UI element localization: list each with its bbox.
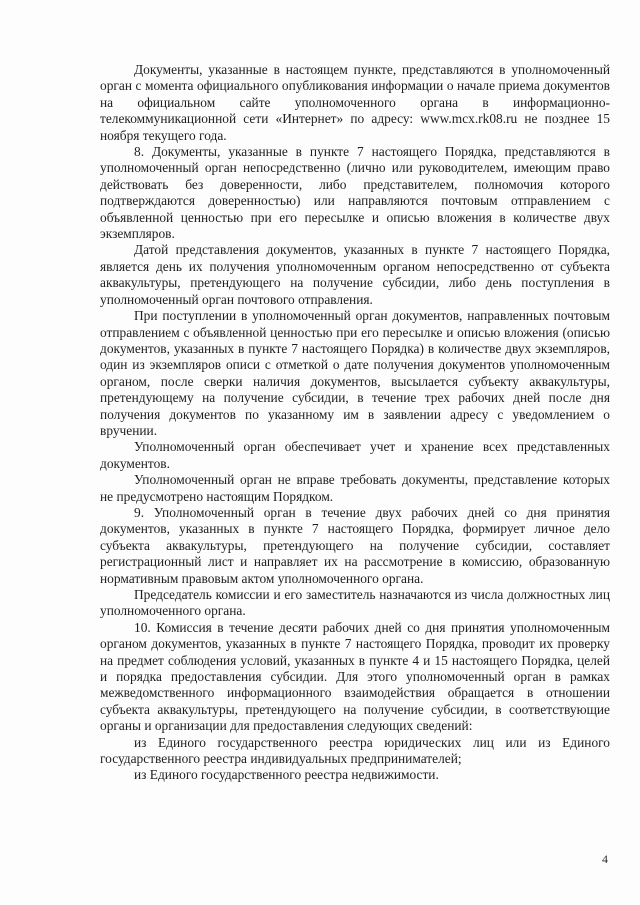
paragraph: Документы, указанные в настоящем пункте, представляются в уполномоченный орган с момента официального опубликования информации о начале приема документов на официальном сайте уполномоченного органа в информационно-телекоммуникационной сети «Интернет» по адресу: www.mcx.rk08.ru не позднее 15 ноября текущего года.: [100, 62, 610, 143]
paragraph: 8. Документы, указанные в пункте 7 настоящего Порядка, представляются в уполномоченный орган непосредственно (лично или руководителем, имеющим право действовать без доверенности, либо представителем, полномочия которого подтверждаются доверенностью) или направляются почтовым отправлением с объявленной ценностью при его пересылке и описью вложения в количестве двух экземпляров.: [100, 144, 610, 242]
paragraph: Уполномоченный орган не вправе требовать документы, представление которых не предусмотрено настоящим Порядком.: [100, 472, 610, 504]
paragraph: 10. Комиссия в течение десяти рабочих дней со дня принятия уполномоченным органом документов, указанных в пункте 7 настоящего Порядка, проводит их проверку на предмет соблюдения условий, указанных в пункте 4 и 15 настоящего Порядка, целей и порядка предоставления субсидии. Для этого уполномоченный орган в рамках межведомственного информационного взаимодействия обращается в отношении субъекта аквакультуры, претендующего на получение субсидии, в соответствующие органы и организации для предоставления следующих сведений:: [100, 619, 610, 734]
paragraph: Председатель комиссии и его заместитель назначаются из числа должностных лиц уполномоченного органа.: [100, 587, 610, 619]
body-text: [100, 62, 610, 784]
paragraph: из Единого государственного реестра недвижимости.: [134, 767, 439, 783]
paragraph: При поступлении в уполномоченный орган документов, направленных почтовым отправлением с объявленной ценностью при его пересылке и описью вложения (описью документов, указанных в пункте 7 настоящего Порядка) в количестве двух экземпляров, один из экземпляров описи с отметкой о дате получения документов уполномоченным органом, после сверки наличия документов, высылается субъекту аквакультуры, претендующему на получение субсидии, в течение трех рабочих дней после дня получения документов по указанному им в заявлении адресу с уведомлением о вручении.: [100, 308, 610, 438]
paragraph: 9. Уполномоченный орган в течение двух рабочих дней со дня принятия документов, указанных в пункте 7 настоящего Порядка, формирует личное дело субъекта аквакультуры, претендующего на получение субсидии, составляет регистрационный лист и направляет их на рассмотрение в комиссию, образованную нормативным правовым актом уполномоченного органа.: [100, 504, 610, 586]
paragraph: Датой представления документов, указанных в пункте 7 настоящего Порядка, является день их получения уполномоченным органом непосредственно от субъекта аквакультуры, претендующего на получение субсидии, либо день поступления в уполномоченный орган почтового отправления.: [100, 242, 610, 307]
paragraph: из Единого государственного реестра юридических лиц или из Единого государственного реестра индивидуальных предпринимателей;: [100, 734, 610, 767]
page-number: 4: [602, 852, 608, 866]
paragraph: Уполномоченный орган обеспечивает учет и хранение всех представленных документов.: [100, 439, 610, 471]
